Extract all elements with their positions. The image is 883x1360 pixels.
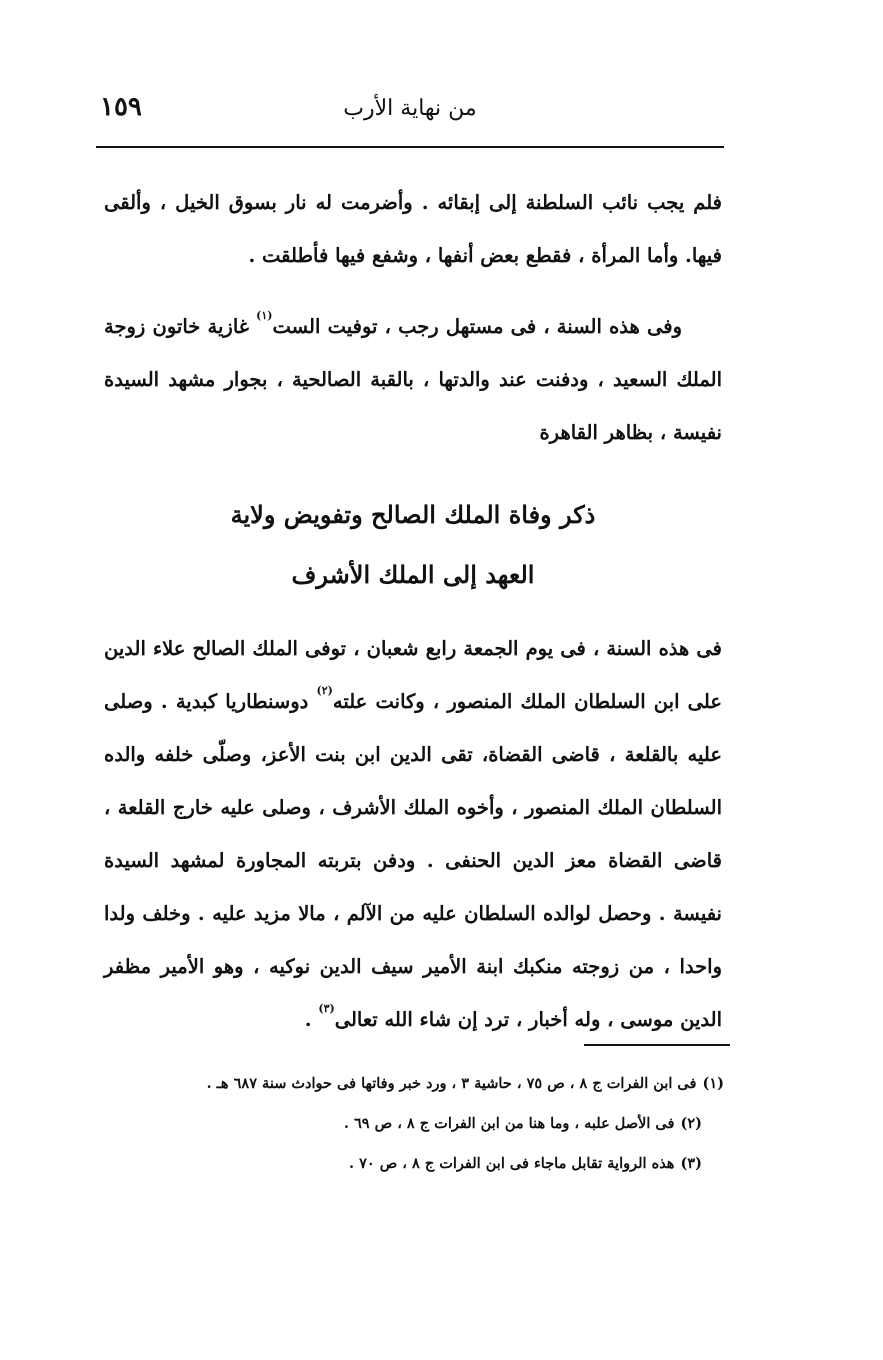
footnote-rule xyxy=(584,1044,730,1046)
footnote-number: (٣) xyxy=(680,1155,702,1172)
running-title: من نهاية الأرب xyxy=(343,96,477,121)
paragraph-2 xyxy=(104,300,722,459)
paragraph-1: فلم يجب نائب السلطنة إلى إبقائه . وأضرمت له نار بسوق الخيل ، وألقى فيها. وأما المرأة ، فقطع بعض أنفها ، وشفع فيها فأطلقت . xyxy=(104,191,722,267)
paragraph-3 xyxy=(104,622,722,1046)
footnote-3 xyxy=(104,1144,724,1184)
section-heading-line-1: ذكر وفاة الملك الصالح وتفويض ولاية xyxy=(230,500,596,529)
footnote-ref-3: (٣) xyxy=(318,1002,335,1015)
footnote-ref-1: (١) xyxy=(256,309,273,322)
paragraph-2-text-b: غازية خاتون زوجة الملك السعيد ، ودفنت عند والدتها ، بالقبة الصالحية ، بجوار مشهد السيدة نفيسة ، بظاهر القاهرة xyxy=(104,315,722,444)
page-number: ١٥٩ xyxy=(100,92,142,122)
paragraph-3-text-b: دوسنطاريا كبدية . وصلى عليه بالقلعة ، قاضى القضاة، تقى الدين ابن بنت الأعز، وصلّى خلفه والده السلطان الملك المنصور ، وأخوه الملك الأشرف ، وصلى عليه خارج القلعة ، قاضى القضاة معز الدين الحنفى . ودفن بتربته المجاورة لمشهد السيدة نفيسة . وحصل لوالده السلطان عليه من الآلم ، مالا مزيد عليه . وخلف ولدا واحدا ، من زوجته منكبك ابنة الأمير سيف الدين نوكيه ، وهو الأمير مظفر الدين موسى ، وله أخبار ، ترد إن شاء الله تعالى xyxy=(104,690,722,1031)
page-header xyxy=(96,90,724,136)
footnote-number: (٢) xyxy=(680,1115,702,1132)
footnote-1 xyxy=(104,1064,724,1104)
footnote-number: (١) xyxy=(702,1075,724,1092)
footnote-text: فى الأصل علبه ، وما هنا من ابن الفرات ج ٨ ، ص ٦٩ . xyxy=(343,1115,675,1132)
footnotes xyxy=(104,1064,724,1184)
section-heading-line-2: العهد إلى الملك الأشرف xyxy=(291,560,535,589)
header-rule xyxy=(96,146,724,148)
paragraph-2-text-a: وفى هذه السنة ، فى مستهل رجب ، توفيت الست xyxy=(272,315,682,338)
footnote-text: فى ابن الفرات ج ٨ ، ص ٧٥ ، حاشية ٣ ، ورد خبر وفاتها فى حوادث سنة ٦٨٧ هـ . xyxy=(206,1075,697,1092)
paragraph-3-end: . xyxy=(304,1008,319,1031)
footnote-ref-2: (٢) xyxy=(316,684,333,697)
footnote-2 xyxy=(104,1104,724,1144)
paragraph-3-text-a: فى هذه السنة ، فى يوم الجمعة رابع شعبان ، توفى الملك الصالح علاء الدين على ابن السلطان الملك المنصور ، وكانت علته xyxy=(104,637,723,713)
footnote-text: هذه الرواية تقابل ماجاء فى ابن الفرات ج ٨ ، ص ٧٠ . xyxy=(348,1155,675,1172)
